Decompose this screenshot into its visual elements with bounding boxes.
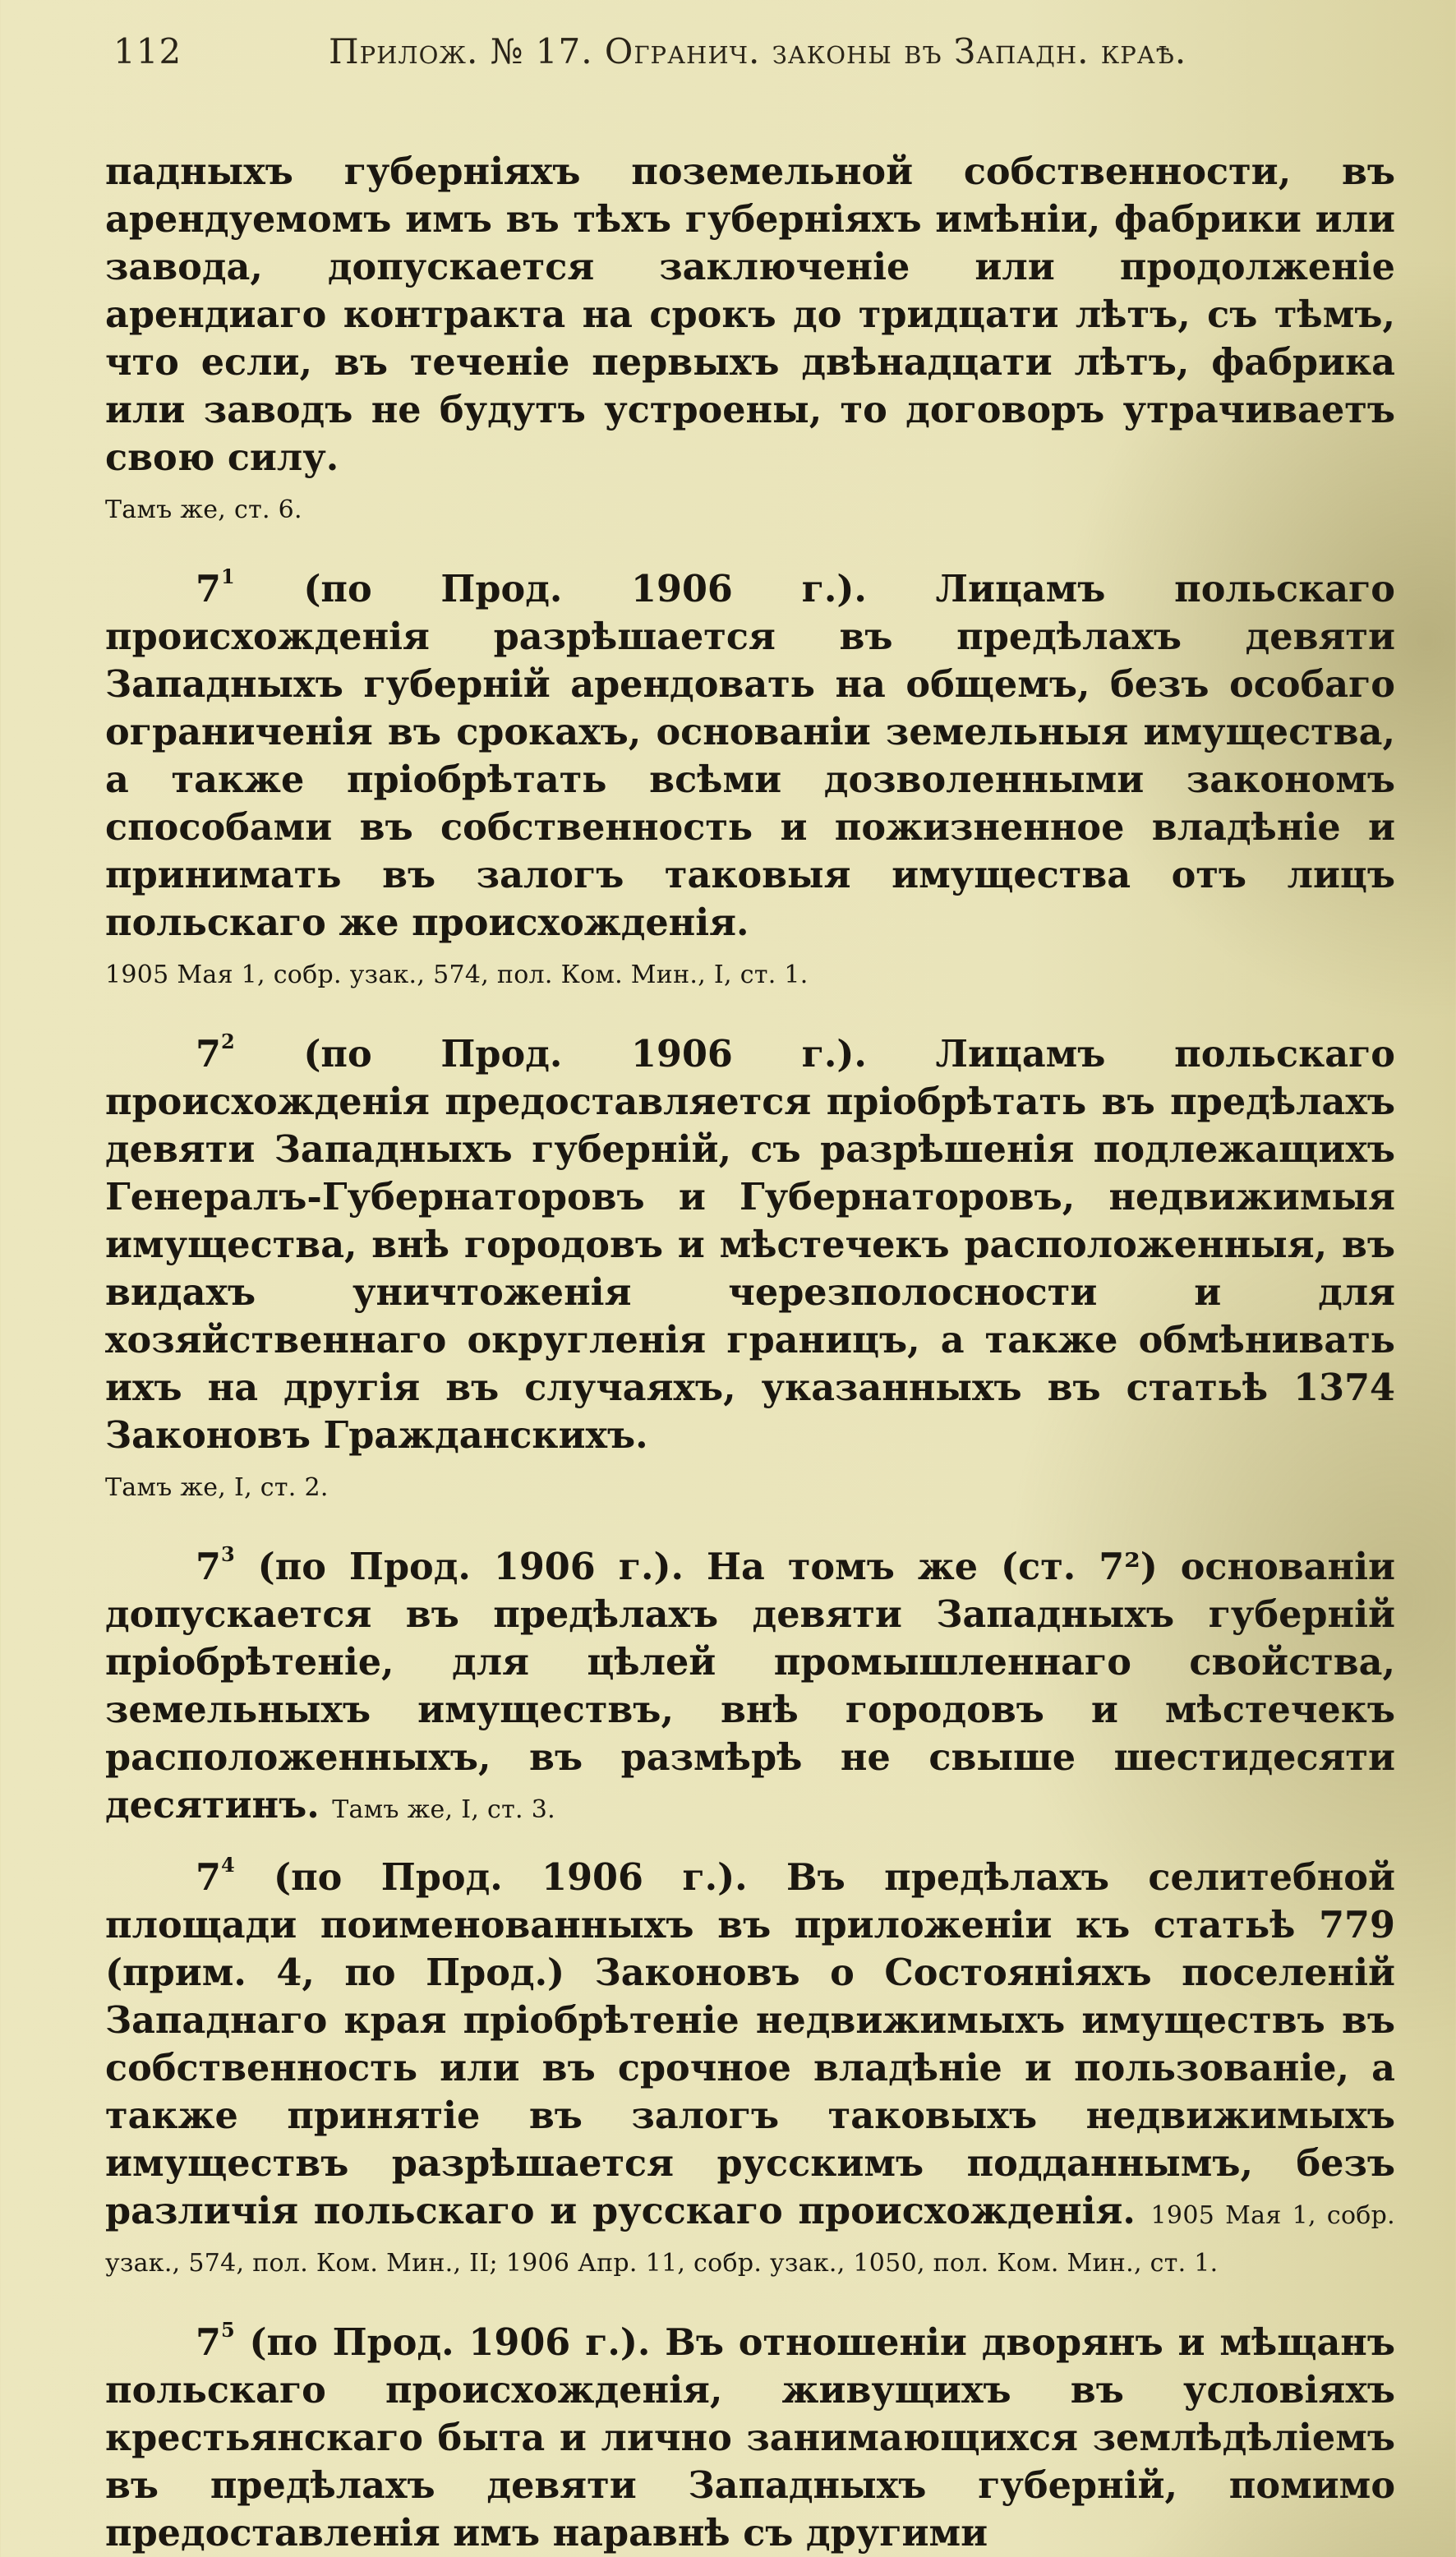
- page-number: 112: [113, 31, 182, 71]
- article-number: $7^3$: [196, 1542, 235, 1588]
- article-number: $7^2$: [196, 1030, 235, 1076]
- source-reference: 1905 Мая 1, собр. узак., 574, пол. Ком. Мин., I, ст. 1.: [105, 961, 809, 989]
- source-reference: Тамъ же, I, ст. 3.: [332, 1795, 555, 1824]
- paragraph-text: падныхъ губерніяхъ поземельной собственности, въ арендуемомъ имъ въ тѣхъ губерніяхъ имѣніи, фабрики или завода, допускается заключеніе или продолженіе арендиаго контракта на срокъ до тридцати лѣтъ, съ тѣмъ, что если, въ теченіе первыхъ двѣнадцати лѣтъ, фабрика или заводъ не будутъ устроены, то договоръ утрачиваетъ свою силу.: [105, 150, 1395, 479]
- article-7-2: [105, 1030, 1395, 1507]
- article-number: $7^1$: [196, 564, 235, 610]
- article-text: (по Прод. 1906 г.). Въ предѣлахъ селитебной площади поименованныхъ въ приложеніи къ статьѣ 779 (прим. 4, по Прод.) Законовъ о Состояніяхъ поселеній Западнаго края пріобрѣтеніе недвижимыхъ имуществъ въ собственность или въ срочное владѣніе и пользованіе, а также принятіе въ залогъ таковыхъ недвижимыхъ имуществъ разрѣшается русскимъ подданнымъ, безъ различія польскаго и русскаго происхожденія.: [105, 1856, 1395, 2232]
- article-7-1: [105, 565, 1395, 994]
- document-page: [105, 26, 1396, 2555]
- article-7-5: [105, 2319, 1395, 2557]
- article-7-4: [105, 1854, 1395, 2283]
- paragraph-continuation: [105, 148, 1395, 529]
- source-reference: 1905 Мая 1, собр. узак., 574, пол. Ком. Мин., II; 1906 Апр. 11, собр. узак., 1050, пол. Ком. Мин., ст. 1.: [105, 2201, 1396, 2278]
- article-text: (по Прод. 1906 г.). Лицамъ польскаго происхожденія разрѣшается въ предѣлахъ девяти Западныхъ губерній арендовать на общемъ, безъ особаго ограниченія въ срокахъ, основаніи земельныя имущества, а также пріобрѣтать всѣми дозволенными закономъ способами въ собственность и пожизненное владѣніе и принимать въ залогъ таковыя имущества отъ лицъ польскаго же происхожденія.: [105, 568, 1395, 944]
- article-number: $7^4$: [196, 1853, 235, 1899]
- article-text: (по Прод. 1906 г.). Лицамъ польскаго происхожденія предоставляется пріобрѣтать въ предѣлахъ девяти Западныхъ губерній, съ разрѣшенія подлежащихъ Генералъ-Губернаторовъ и Губернаторовъ, недвижимыя имущества, внѣ городовъ и мѣстечекъ расположенныя, въ видахъ уничтоженія черезполосности и для хозяйственнаго округленія границъ, а также обмѣнивать ихъ на другія въ случаяхъ, указанныхъ въ статьѣ 1374 Законовъ Гражданскихъ.: [105, 1033, 1395, 1457]
- article-text: (по Прод. 1906 г.). На томъ же (ст. 7²) основаніи допускается въ предѣлахъ девяти Западныхъ губерній пріобрѣтеніе, для цѣлей промышленнаго свойства, земельныхъ имуществъ, внѣ городовъ и мѣстечекъ расположенныхъ, въ размѣрѣ не свыше шестидесяти десятинъ.: [105, 1546, 1395, 1827]
- body-text: [105, 148, 1395, 2557]
- source-reference: Тамъ же, I, ст. 2.: [105, 1473, 329, 1502]
- article-text: (по Прод. 1906 г.). Въ отношеніи дворянъ и мѣщанъ польскаго происхожденія, живущихъ въ условіяхъ крестьянскаго быта и лично занимающихся землѣдѣліемъ въ предѣлахъ девяти Западныхъ губерній, помимо предоставленія имъ наравнѣ съ другими: [105, 2321, 1395, 2555]
- source-reference: Тамъ же, ст. 6.: [105, 495, 302, 524]
- article-7-3: [105, 1543, 1395, 1829]
- article-number: $7^5$: [196, 2318, 235, 2364]
- running-header: [105, 26, 1395, 74]
- running-title: Прилож. № 17. Огранич. законы въ Западн. краѣ.: [329, 31, 1187, 71]
